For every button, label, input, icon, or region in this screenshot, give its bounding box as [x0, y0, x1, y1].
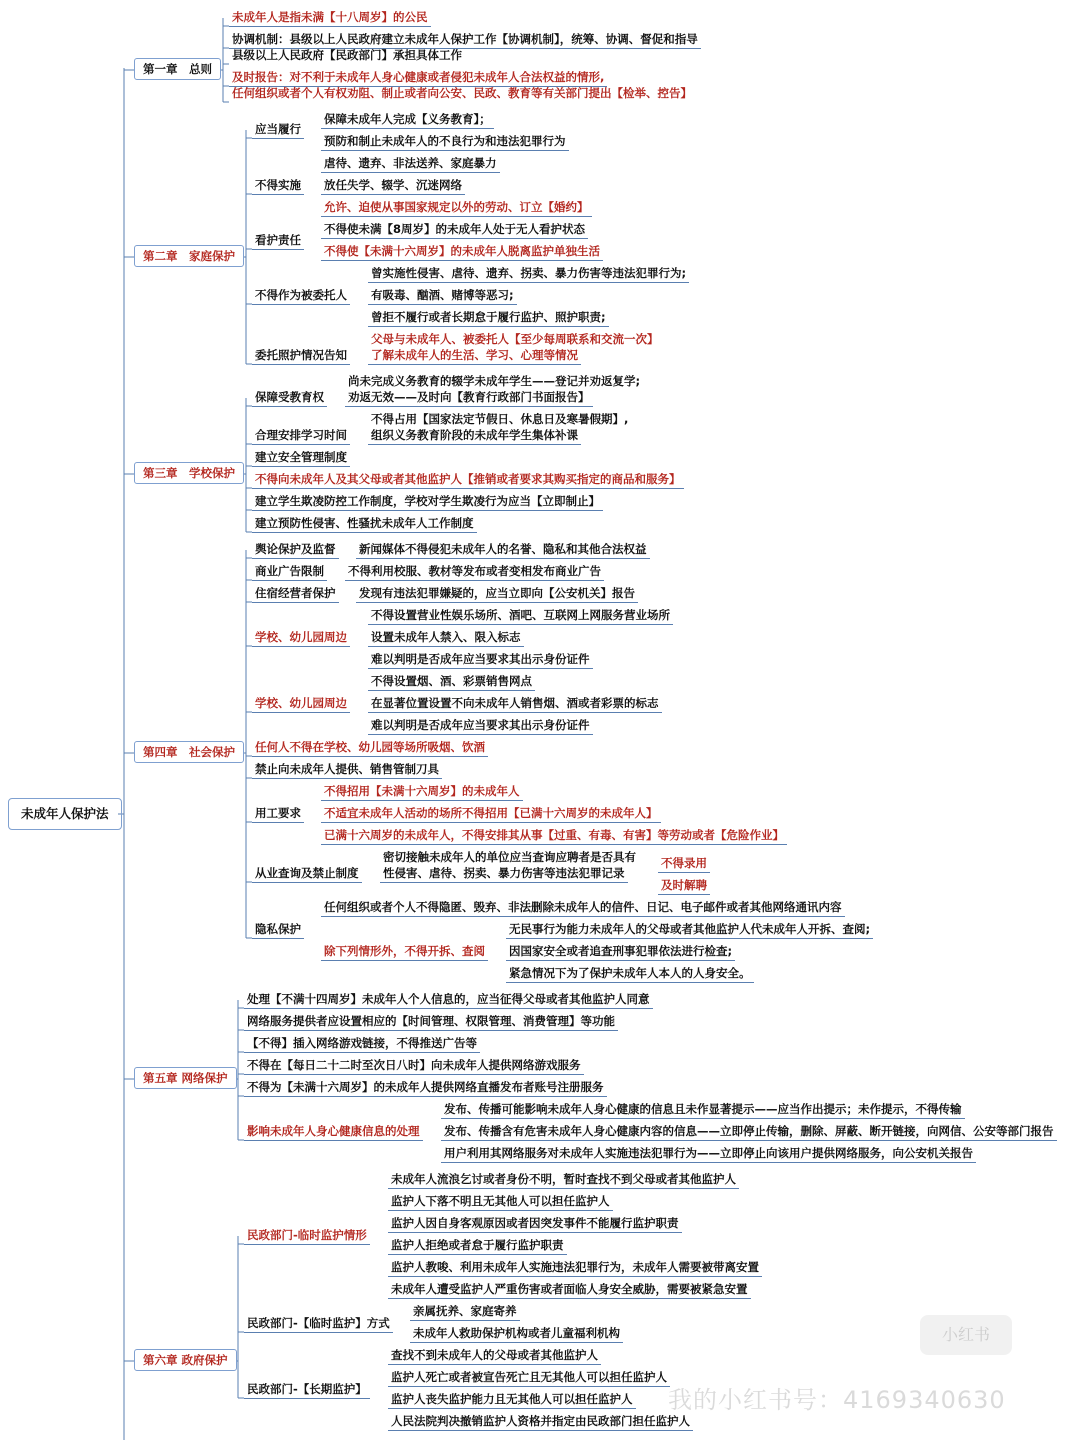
node-c6-1[interactable]: 未成年人流浪乞讨或者身份不明，暂时查找不到父母或者其他监护人 [388, 1172, 739, 1189]
node-c2-11[interactable]: 曾实施性侵害、虐待、遗弃、拐卖、暴力伤害等违法犯罪行为; [368, 266, 689, 283]
node-c1-3[interactable]: 及时报告：对不利于未成年人身心健康或者侵犯未成年人合法权益的情形, [229, 70, 607, 87]
node-c6-0[interactable]: 民政部门-临时监护情形 [244, 1228, 370, 1245]
node-c6-3[interactable]: 监护人因自身客观原因或者因突发事件不能履行监护职责 [388, 1216, 682, 1233]
node-c4-3[interactable]: 不得利用校服、教材等发布或者变相发布商业广告 [345, 564, 604, 581]
node-c4-18[interactable]: 不适宜未成年人活动的场所不得招用【已满十六周岁的未成年人】 [321, 806, 661, 823]
node-c4-8[interactable]: 设置未成年人禁入、限入标志 [368, 630, 524, 647]
node-c4-1[interactable]: 新闻媒体不得侵犯未成年人的名誉、隐私和其他合法权益 [356, 542, 650, 559]
root-node[interactable]: 未成年人保护法 [8, 798, 122, 830]
node-c4-23[interactable]: 不得录用 [658, 856, 710, 873]
node-c4-13[interactable]: 难以判明是否成年应当要求其出示身份证件 [368, 718, 593, 735]
watermark-text: 我的小红书号：4169340630 [668, 1386, 1006, 1414]
node-c4-10[interactable]: 学校、幼儿园周边 [252, 696, 350, 713]
node-c4-27[interactable]: 除下列情形外，不得开拆、查阅 [321, 944, 488, 961]
node-c4-5[interactable]: 发现有违法犯罪嫌疑的，应当立即向【公安机关】报告 [356, 586, 638, 603]
node-c4-25[interactable]: 隐私保护 [252, 922, 304, 939]
node-c3-5[interactable]: 组织义务教育阶段的未成年学生集体补课 [368, 428, 581, 445]
node-c3-9[interactable]: 建立预防性侵害、性骚扰未成年人工作制度 [252, 516, 477, 533]
node-c4-20[interactable]: 从业查询及禁止制度 [252, 866, 362, 883]
node-c4-15[interactable]: 禁止向未成年人提供、销售管制刀具 [252, 762, 442, 779]
chapter-c6[interactable]: 第六章 政府保护 [134, 1349, 237, 1371]
chapter-c5[interactable]: 第五章 网络保护 [134, 1067, 237, 1089]
node-c2-1[interactable]: 保障未成年人完成【义务教育】； [321, 112, 494, 129]
node-c4-24[interactable]: 及时解聘 [658, 878, 710, 895]
node-c2-13[interactable]: 曾拒不履行或者长期怠于履行监护、照护职责; [368, 310, 609, 327]
node-c2-6[interactable]: 允许、迫使从事国家规定以外的劳动、订立【婚约】 [321, 200, 592, 217]
node-c5-8[interactable]: 用户利用其网络服务对未成年人实施违法犯罪行为——立即停止向该用户提供网络服务，向公安机关报告 [441, 1146, 976, 1163]
node-c4-16[interactable]: 用工要求 [252, 806, 304, 823]
node-c4-11[interactable]: 不得设置烟、酒、彩票销售网点 [368, 674, 535, 691]
node-c3-2[interactable]: 劝返无效——及时向【教育行政部门书面报告】 [345, 390, 593, 407]
node-c5-0[interactable]: 处理【不满十四周岁】未成年人个人信息的，应当征得父母或者其他监护人同意 [244, 992, 653, 1009]
node-c5-5[interactable]: 影响未成年人身心健康信息的处理 [244, 1124, 423, 1141]
chapter-c2[interactable]: 第二章 家庭保护 [134, 245, 244, 267]
node-c2-9[interactable]: 不得使【未满十六周岁】的未成年人脱离监护单独生活 [321, 244, 603, 261]
node-c4-21[interactable]: 密切接触未成年人的单位应当查询应聘者是否具有 [383, 850, 636, 864]
node-c3-6[interactable]: 建立安全管理制度 [252, 450, 350, 467]
node-c3-1[interactable]: 尚未完成义务教育的辍学未成年学生——登记并劝返复学; [348, 374, 641, 388]
node-c1-4[interactable]: 任何组织或者个人有权劝阻、制止或者向公安、民政、教育等有关部门提出【检举、控告】 [232, 86, 692, 100]
node-c4-2[interactable]: 商业广告限制 [252, 564, 327, 581]
node-c4-29[interactable]: 因国家安全或者追查刑事犯罪依法进行检查; [506, 944, 735, 961]
node-c6-7[interactable]: 民政部门-【临时监护】方式 [244, 1316, 393, 1333]
node-c2-10[interactable]: 不得作为被委托人 [252, 288, 350, 305]
node-c4-9[interactable]: 难以判明是否成年应当要求其出示身份证件 [368, 652, 593, 669]
node-c4-0[interactable]: 舆论保护及监督 [252, 542, 339, 559]
node-c5-3[interactable]: 不得在【每日二十二时至次日八时】向未成年人提供网络游戏服务 [244, 1058, 584, 1075]
chapter-c4[interactable]: 第四章 社会保护 [134, 741, 244, 763]
node-c4-30[interactable]: 紧急情况下为了保护未成年人本人的人身安全。 [506, 966, 754, 983]
node-c2-3[interactable]: 不得实施 [252, 178, 304, 195]
node-c4-12[interactable]: 在显著位置设置不向未成年人销售烟、酒或者彩票的标志 [368, 696, 662, 713]
node-c4-22[interactable]: 性侵害、虐待、拐卖、暴力伤害等违法犯罪记录 [380, 866, 628, 883]
node-c4-6[interactable]: 学校、幼儿园周边 [252, 630, 350, 647]
node-c6-13[interactable]: 监护人丧失监护能力且无其他人可以担任监护人 [388, 1392, 636, 1409]
node-c6-9[interactable]: 未成年人救助保护机构或者儿童福利机构 [410, 1326, 623, 1343]
node-c3-0[interactable]: 保障受教育权 [252, 390, 327, 407]
node-c2-7[interactable]: 看护责任 [252, 233, 304, 250]
node-c3-3[interactable]: 合理安排学习时间 [252, 428, 350, 445]
node-c2-5[interactable]: 放任失学、辍学、沉迷网络 [321, 178, 465, 195]
node-c1-2[interactable]: 县级以上人民政府【民政部门】承担具体工作 [232, 48, 462, 62]
node-c3-7[interactable]: 不得向未成年人及其父母或者其他监护人【推销或者要求其购买指定的商品和服务】 [252, 472, 684, 489]
node-c6-2[interactable]: 监护人下落不明且无其他人可以担任监护人 [388, 1194, 613, 1211]
node-c6-6[interactable]: 未成年人遭受监护人严重伤害或者面临人身安全威胁，需要被紧急安置 [388, 1282, 751, 1299]
node-c6-11[interactable]: 查找不到未成年人的父母或者其他监护人 [388, 1348, 601, 1365]
node-c5-6[interactable]: 发布、传播可能影响未成年人身心健康的信息且未作显著提示——应当作出提示；未作提示，不得传输 [441, 1102, 965, 1119]
node-c2-0[interactable]: 应当履行 [252, 122, 304, 139]
node-c4-17[interactable]: 不得招用【未满十六周岁】的未成年人 [321, 784, 523, 801]
node-c6-12[interactable]: 监护人死亡或者被宣告死亡且无其他人可以担任监护人 [388, 1370, 670, 1387]
node-c5-7[interactable]: 发布、传播含有危害未成年人身心健康内容的信息——立即停止传输，删除、屏蔽、断开链接，向网信、公安等部门报告 [441, 1124, 1057, 1141]
node-c4-19[interactable]: 已满十六周岁的未成年人，不得安排其从事【过重、有毒、有害】等劳动或者【危险作业】 [321, 828, 787, 845]
node-c6-14[interactable]: 人民法院判决撤销监护人资格并指定由民政部门担任监护人 [388, 1414, 693, 1431]
node-c5-1[interactable]: 网络服务提供者应设置相应的【时间管理、权限管理、消费管理】等功能 [244, 1014, 618, 1031]
node-c6-4[interactable]: 监护人拒绝或者怠于履行监护职责 [388, 1238, 567, 1255]
node-c1-1[interactable]: 协调机制：县级以上人民政府建立未成年人保护工作【协调机制】，统筹、协调、督促和指导 [229, 32, 701, 49]
node-c2-8[interactable]: 不得使未满【8周岁】的未成年人处于无人看护状态 [321, 222, 588, 239]
node-c1-0[interactable]: 未成年人是指未满【十八周岁】的公民 [229, 10, 431, 27]
node-c6-10[interactable]: 民政部门-【长期监护】 [244, 1382, 370, 1399]
chapter-c3[interactable]: 第三章 学校保护 [134, 462, 244, 484]
node-c4-26[interactable]: 任何组织或者个人不得隐匿、毁弃、非法删除未成年人的信件、日记、电子邮件或者其他网络通讯内容 [321, 900, 845, 917]
node-c4-14[interactable]: 任何人不得在学校、幼儿园等场所吸烟、饮酒 [252, 740, 488, 757]
node-c5-2[interactable]: 【不得】插入网络游戏链接，不得推送广告等 [244, 1036, 480, 1053]
node-c3-4[interactable]: 不得占用【国家法定节假日、休息日及寒暑假期】, [371, 412, 629, 426]
node-c6-8[interactable]: 亲属抚养、家庭寄养 [410, 1304, 520, 1321]
watermark-logo: 小红书 [920, 1315, 1012, 1355]
node-c3-8[interactable]: 建立学生欺凌防控工作制度，学校对学生欺凌行为应当【立即制止】 [252, 494, 603, 511]
node-c2-14[interactable]: 委托照护情况告知 [252, 348, 350, 365]
node-c2-16[interactable]: 了解未成年人的生活、学习、心理等情况 [368, 348, 581, 365]
node-c4-7[interactable]: 不得设置营业性娱乐场所、酒吧、互联网上网服务营业场所 [368, 608, 673, 625]
node-c2-15[interactable]: 父母与未成年人、被委托人【至少每周联系和交流一次】 [371, 332, 659, 346]
node-c2-12[interactable]: 有吸毒、酗酒、赌博等恶习; [368, 288, 517, 305]
node-c2-4[interactable]: 虐待、遗弃、非法送养、家庭暴力 [321, 156, 500, 173]
node-c5-4[interactable]: 不得为【未满十六周岁】的未成年人提供网络直播发布者账号注册服务 [244, 1080, 607, 1097]
node-c4-4[interactable]: 住宿经营者保护 [252, 586, 339, 603]
chapter-c1[interactable]: 第一章 总则 [134, 58, 221, 80]
node-c2-2[interactable]: 预防和制止未成年人的不良行为和违法犯罪行为 [321, 134, 569, 151]
node-c4-28[interactable]: 无民事行为能力未成年人的父母或者其他监护人代未成年人开拆、查阅; [506, 922, 873, 939]
node-c6-5[interactable]: 监护人教唆、利用未成年人实施违法犯罪行为，未成年人需要被带离安置 [388, 1260, 762, 1277]
